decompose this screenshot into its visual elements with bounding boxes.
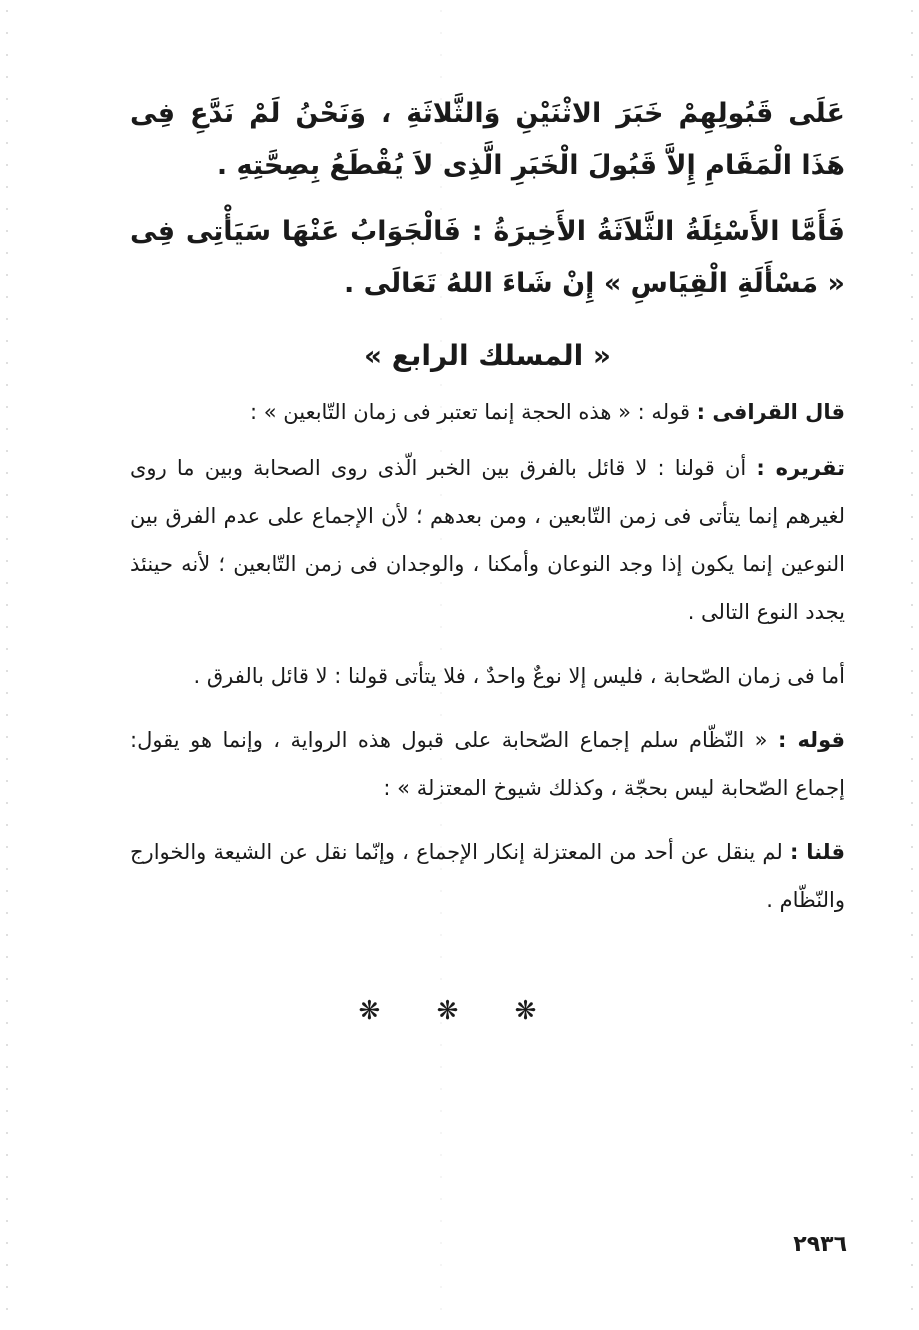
- intro-paragraph-1: عَلَى قَبُولِهِمْ خَبَرَ الاثْنَيْنِ وَالثَّلاثَةِ ، وَنَحْنُ لَمْ نَدَّعِ فِى هَذَا الْمَقَامِ إِلاَّ قَبُولَ الْخَبَرِ الَّذِى لاَ يُقْطَعُ بِصِحَّتِهِ .: [130, 98, 845, 181]
- paragraph-text: قوله : « هذه الحجة إنما تعتبر فى زمان التّابعين » :: [249, 400, 697, 424]
- body-paragraph-4: [130, 716, 845, 812]
- intro-paragraph-2: فَأَمَّا الأَسْئِلَةُ الثَّلاَثَةُ الأَخِيرَةُ : فَالْجَوَابُ عَنْهَا سَيَأْتِى فِى « مَسْأَلَةِ الْقِيَاسِ » إِنْ شَاءَ اللهُ تَعَالَى .: [130, 216, 845, 299]
- body-paragraph-5: [130, 828, 845, 924]
- body-paragraph-1: [130, 388, 845, 436]
- scan-edge-right: [911, 0, 913, 1330]
- scan-edge-left: [6, 0, 8, 1330]
- page-body: [130, 88, 845, 924]
- body-paragraph-2: [130, 444, 845, 636]
- paragraph-lead: قلنا :: [790, 840, 845, 864]
- page-number: ٢٩٣٦: [793, 1232, 847, 1257]
- paragraph-text: أما فى زمان الصّحابة ، فليس إلا نوعٌ واحدٌ ، فلا يتأتى قولنا : لا قائل بالفرق .: [193, 664, 845, 688]
- paragraph-text: لم ينقل عن أحد من المعتزلة إنكار الإجماع ، وإنّما نقل عن الشيعة والخوارج والنّظّام .: [130, 840, 845, 912]
- paragraph-lead: قوله :: [777, 728, 845, 752]
- paragraph-text: أن قولنا : لا قائل بالفرق بين الخبر الّذى روى الصحابة وبين ما روى لغيرهم إنما يتأتى فى زمن التّابعين ، ومن بعدهم ؛ لأن الإجماع على عدم الفرق بين النوعين إنما يكون إذا وجد النوعان وأمكنا ، والوجدان فى زمن التّابعين ؛ لأنه حينئذ يجدد النوع التالى .: [130, 456, 845, 624]
- body-paragraph-3: [130, 652, 845, 700]
- section-heading: « المسلك الرابع »: [363, 339, 612, 372]
- paragraph-text: « النّظّام سلم إجماع الصّحابة على قبول هذه الرواية ، وإنما هو يقول: إجماع الصّحابة ليس بحجّة ، وكذلك شيوخ المعتزلة » :: [130, 728, 845, 800]
- paragraph-lead: قال القرافى :: [696, 400, 845, 424]
- paragraph-lead: تقريره :: [756, 456, 845, 480]
- section-end-ornaments: ❋ ❋ ❋: [358, 996, 561, 1026]
